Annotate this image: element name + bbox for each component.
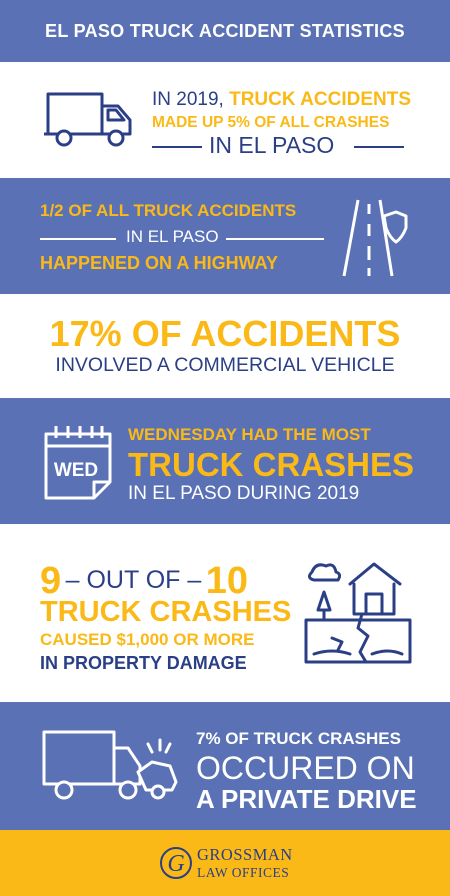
stat2-line2: IN EL PASO (126, 227, 219, 246)
calendar-icon (42, 422, 114, 502)
stat6-line3: A PRIVATE DRIVE (196, 784, 417, 814)
stat5-num1: 9 (40, 560, 62, 602)
box-truck-icon (44, 88, 136, 150)
stat2-line3: HAPPENED ON A HIGHWAY (40, 253, 279, 273)
footer-band (0, 830, 450, 896)
stat4-line2: TRUCK CRASHES (128, 446, 415, 483)
stat3-line2: INVOLVED A COMMERCIAL VEHICLE (55, 354, 395, 376)
stat1-line3: IN EL PASO (209, 132, 335, 158)
stat1-line1 (152, 90, 411, 109)
stat1-rule-right (354, 146, 404, 148)
stat1-line2: MADE UP 5% OF ALL CRASHES (152, 114, 390, 131)
stat1-lead: IN 2019, (152, 89, 224, 110)
stat4-line3: IN EL PASO DURING 2019 (128, 483, 360, 504)
stat4-line1: WEDNESDAY HAD THE MOST (128, 425, 371, 444)
stat5-num2: 10 (205, 560, 249, 602)
calendar-label: WED (53, 460, 99, 481)
brand-line1: GROSSMAN (197, 845, 293, 864)
stat2-rule-right (226, 238, 324, 240)
stat1-rule-left (152, 146, 202, 148)
stat5-band (0, 524, 450, 702)
stat3-line1: 17% OF ACCIDENTS (49, 313, 401, 354)
stat5-line2: TRUCK CRASHES (40, 596, 292, 628)
page-title: EL PASO TRUCK ACCIDENT STATISTICS (45, 20, 405, 41)
truck-crash-icon (40, 726, 180, 808)
stat3-band (0, 294, 450, 398)
stat2-band (0, 178, 450, 294)
stat4-band (0, 398, 450, 524)
highway-icon (340, 196, 412, 280)
title-band (0, 0, 450, 62)
brand-line2: LAW OFFICES (197, 865, 290, 880)
stat2-rule-left (40, 238, 116, 240)
stat2-line1: 1/2 OF ALL TRUCK ACCIDENTS (40, 201, 297, 220)
stat1-band (0, 62, 450, 178)
stat5-line1 (40, 562, 248, 600)
grossman-logo-icon (159, 846, 193, 880)
logo-letter: G (167, 851, 185, 877)
stat5-line3: CAUSED $1,000 OR MORE (40, 630, 255, 649)
stat5-mid: – OUT OF – (65, 566, 202, 594)
stat1-highlight: TRUCK ACCIDENTS (229, 89, 412, 110)
stat6-band (0, 702, 450, 830)
stat6-line2: OCCURED ON (196, 750, 415, 786)
damaged-house-icon (302, 558, 414, 674)
stat5-line4: IN PROPERTY DAMAGE (40, 653, 247, 673)
stat6-line1: 7% OF TRUCK CRASHES (196, 729, 401, 748)
